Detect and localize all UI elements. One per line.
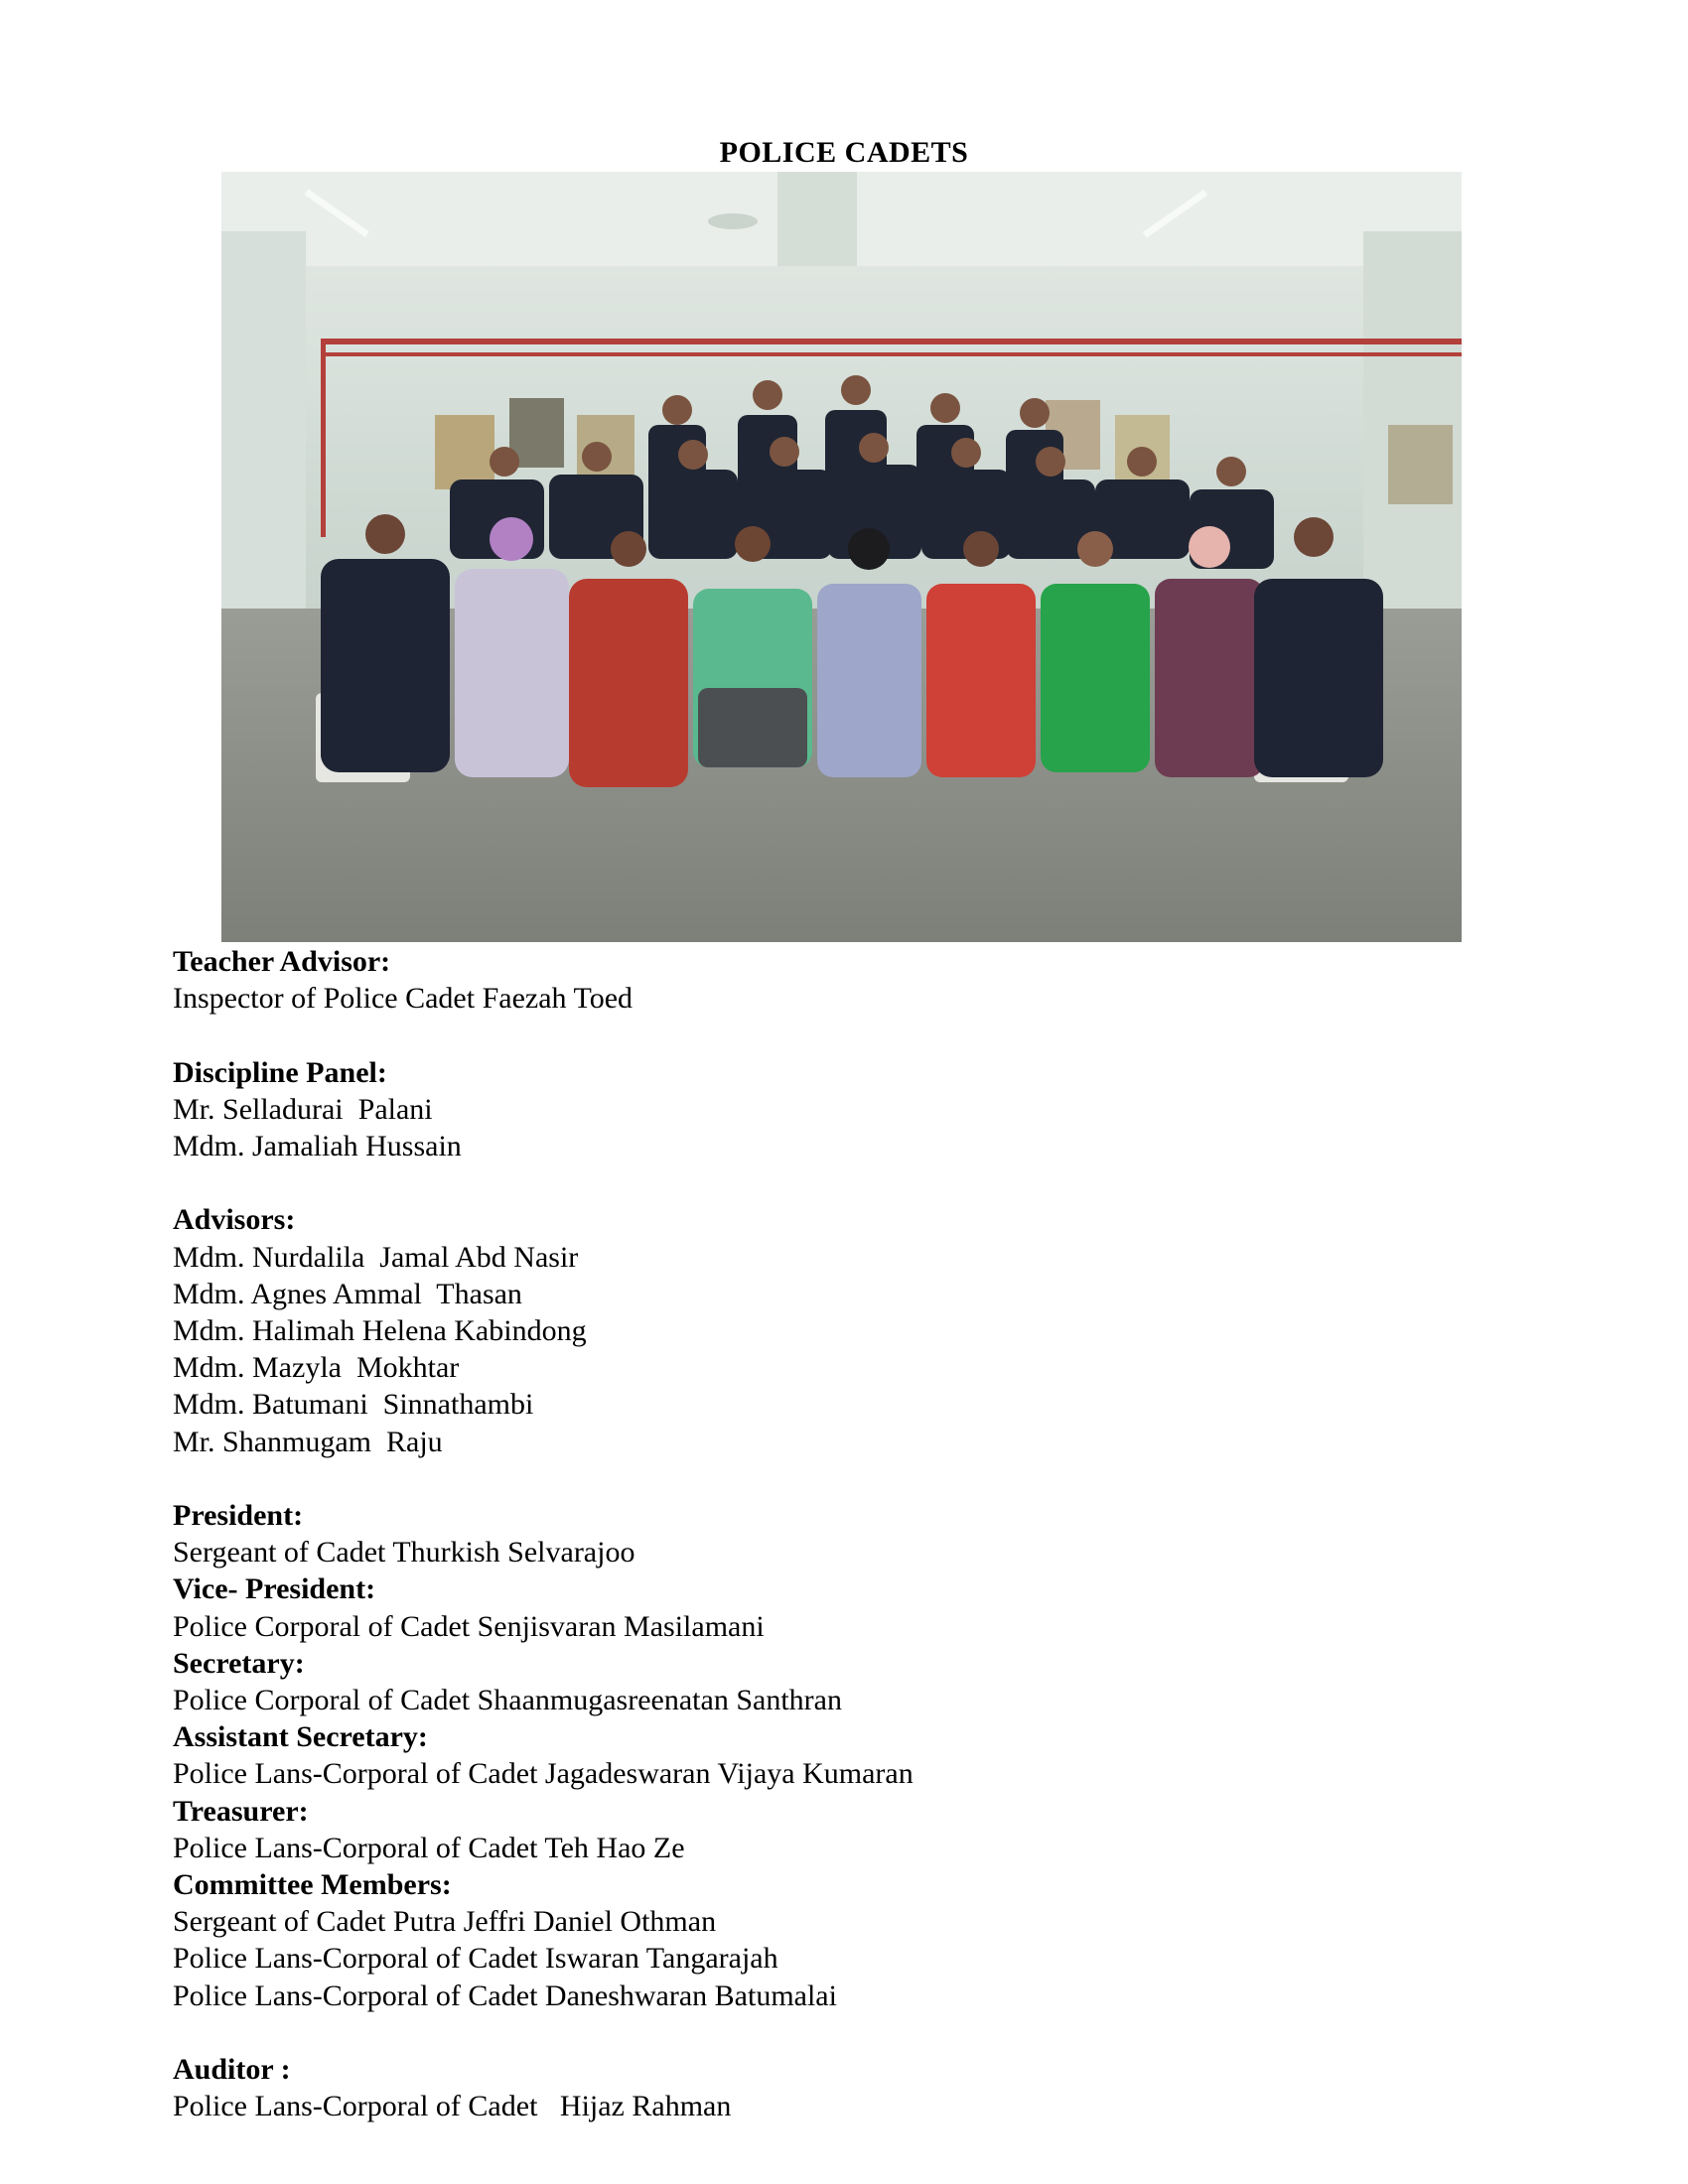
member-name: Inspector of Police Cadet Faezah Toed xyxy=(173,982,633,1016)
member-name: Sergeant of Cadet Putra Jeffri Daniel Othman xyxy=(173,1905,717,1939)
member-name: Mdm. Jamaliah Hussain xyxy=(173,1130,462,1162)
section-spacer xyxy=(173,1017,1563,1053)
member-list xyxy=(173,943,1563,2124)
section-heading: Auditor : xyxy=(173,2053,291,2087)
member-name: Mdm. Nurdalila Jamal Abd Nasir xyxy=(173,1240,579,1274)
section-heading: Secretary: xyxy=(173,1646,305,1680)
member-name: Mr. Shanmugam Raju xyxy=(173,1425,443,1458)
section-heading: Treasurer: xyxy=(173,1794,309,1828)
section-heading: Discipline Panel: xyxy=(173,1055,387,1089)
member-name: Police Corporal of Cadet Senjisvaran Masilamani xyxy=(173,1609,765,1643)
section-heading: Committee Members: xyxy=(173,1868,452,1902)
section-heading: Vice- President: xyxy=(173,1572,376,1606)
member-name: Mr. Selladurai Palani xyxy=(173,1092,433,1126)
member-name: Mdm. Batumani Sinnathambi xyxy=(173,1388,534,1422)
section-heading: Assistant Secretary: xyxy=(173,1720,428,1754)
section-heading: President: xyxy=(173,1499,304,1532)
member-name: Police Lans-Corporal of Cadet Teh Hao Ze xyxy=(173,1831,685,1864)
section-heading: Advisors: xyxy=(173,1203,296,1237)
member-name: Mdm. Mazyla Mokhtar xyxy=(173,1351,460,1385)
member-name: Police Corporal of Cadet Shaanmugasreenatan Santhran xyxy=(173,1684,842,1717)
member-name: Police Lans-Corporal of Cadet Iswaran Tangarajah xyxy=(173,1942,778,1976)
group-photo xyxy=(221,172,1462,942)
member-name: Police Lans-Corporal of Cadet Daneshwaran Batumalai xyxy=(173,1979,837,2012)
section-heading: Teacher Advisor: xyxy=(173,945,391,978)
member-name: Mdm. Halimah Helena Kabindong xyxy=(173,1314,587,1347)
section-spacer xyxy=(173,1164,1563,1201)
page-title: POLICE CADETS xyxy=(719,136,969,169)
section-spacer xyxy=(173,1460,1563,1497)
member-name: Police Lans-Corporal of Cadet Jagadeswaran Vijaya Kumaran xyxy=(173,1757,914,1791)
member-name: Police Lans-Corporal of Cadet Hijaz Rahman xyxy=(173,2090,732,2123)
section-spacer xyxy=(173,2014,1563,2051)
member-name: Sergeant of Cadet Thurkish Selvarajoo xyxy=(173,1536,635,1570)
member-name: Mdm. Agnes Ammal Thasan xyxy=(173,1277,522,1310)
